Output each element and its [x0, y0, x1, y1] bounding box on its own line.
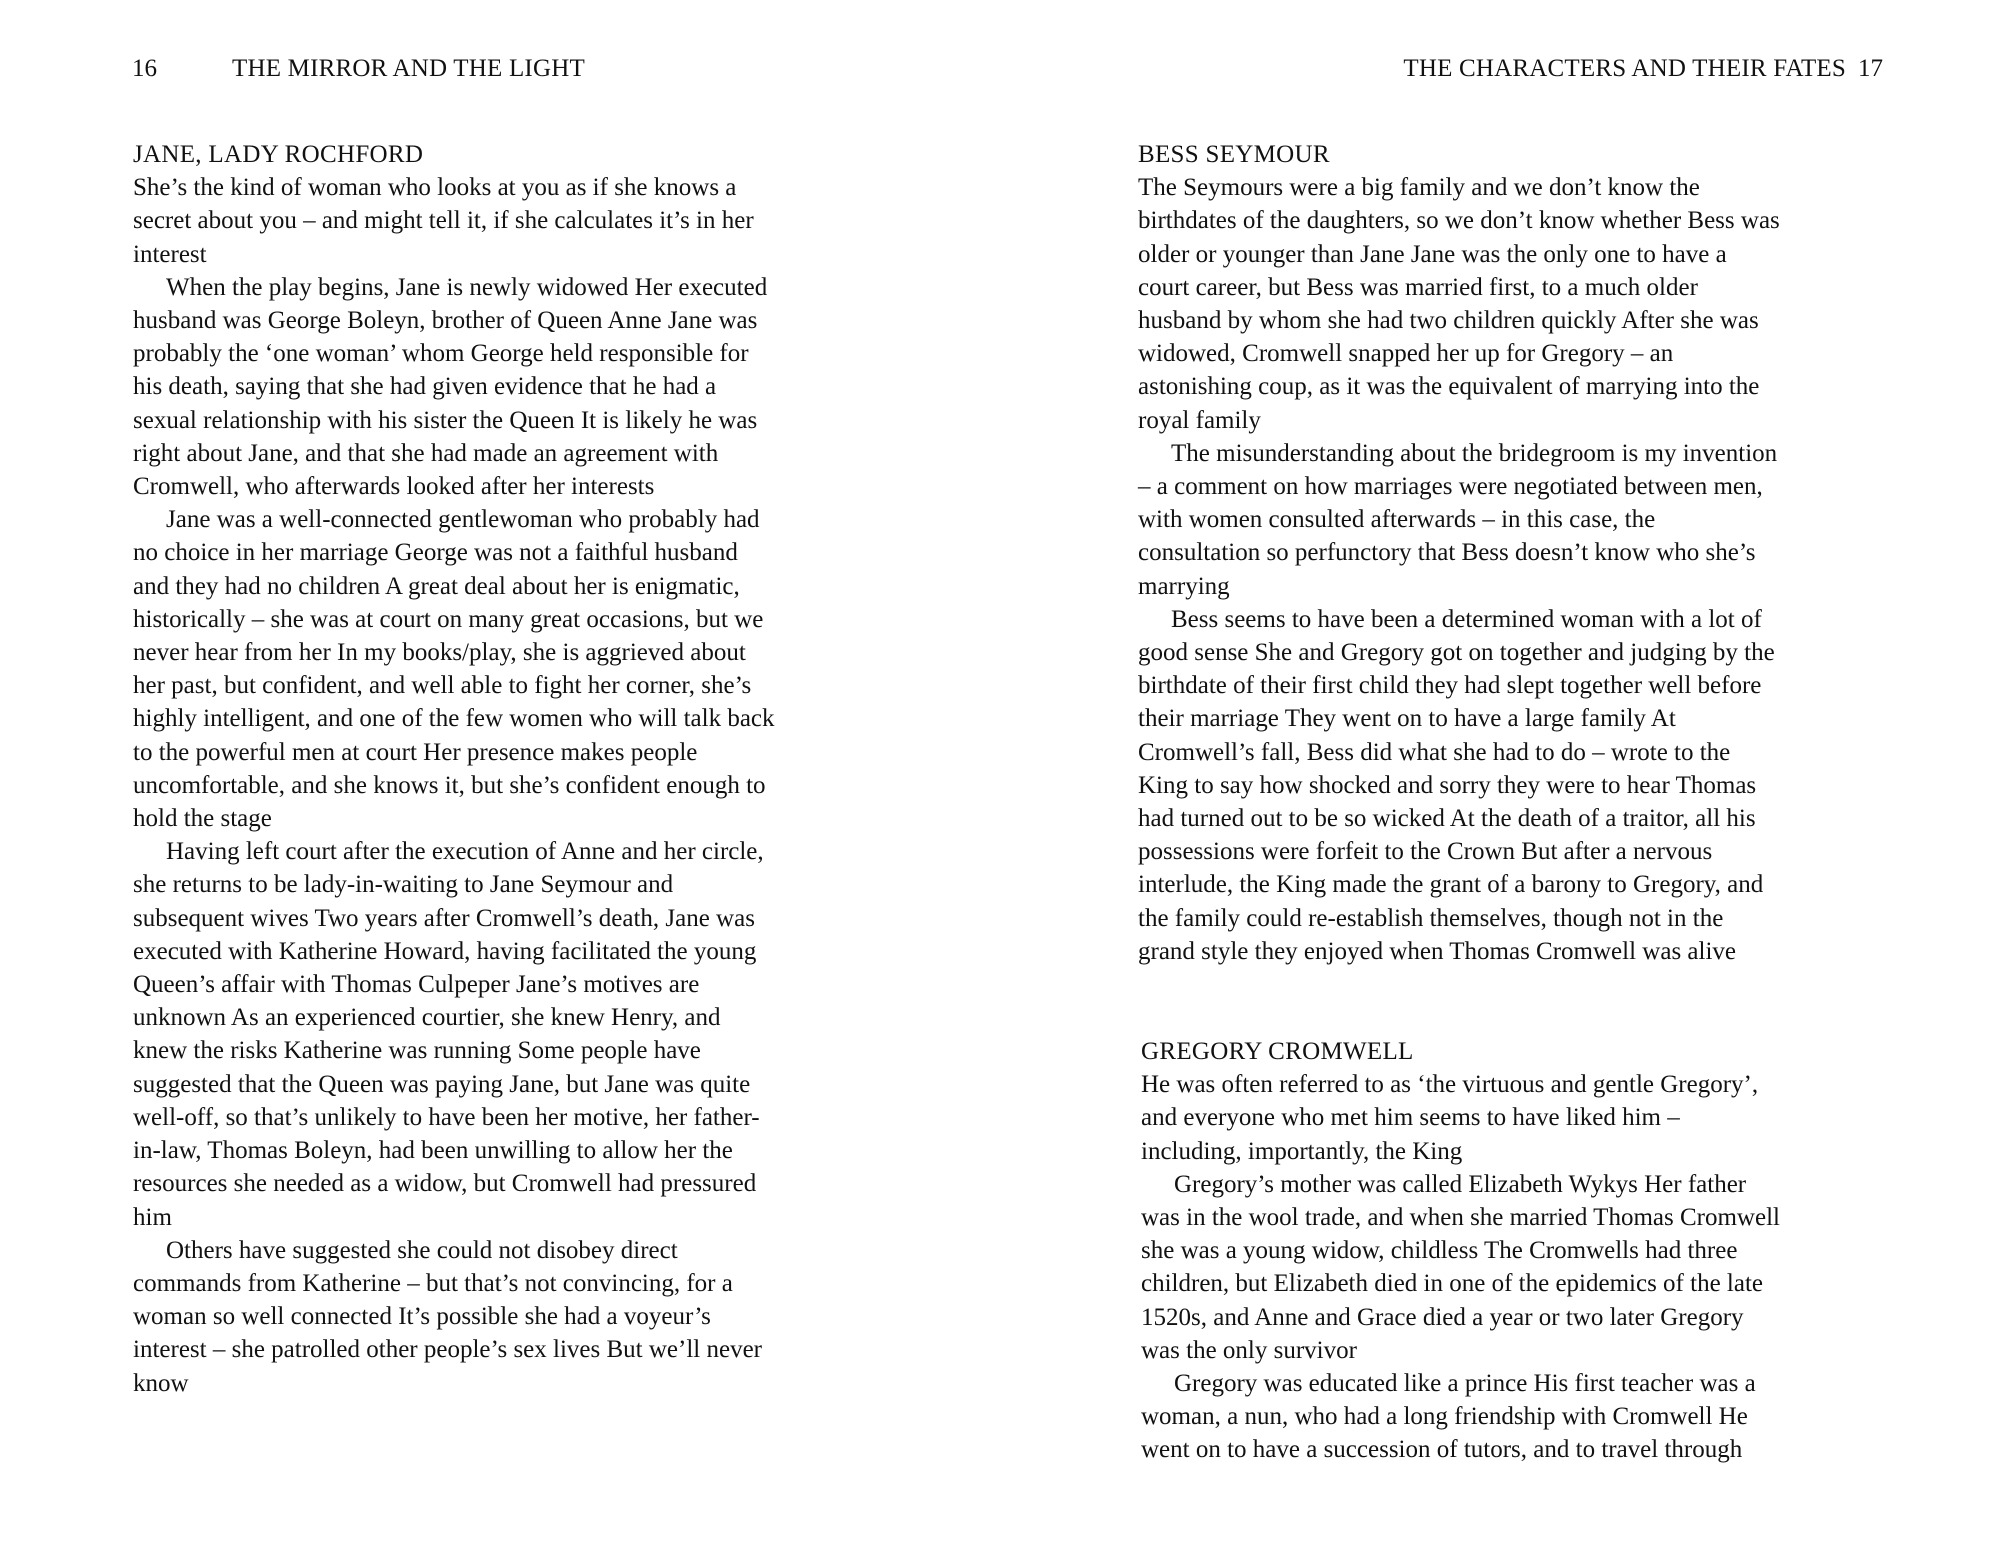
text-line: Jane was a well-connected gentlewoman who probably had	[166, 506, 760, 534]
text-line: she returns to be lady-in-waiting to Jane Seymour and	[133, 871, 674, 899]
text-line: The Seymours were a big family and we don’t know the	[1138, 174, 1700, 202]
text-line: Cromwell, who afterwards looked after her interests	[133, 473, 655, 501]
text-line: children, but Elizabeth died in one of the epidemics of the late	[1141, 1270, 1764, 1298]
text-line: in-law, Thomas Boleyn, had been unwilling to allow her the	[133, 1137, 733, 1165]
text-line: grand style they enjoyed when Thomas Cromwell was alive	[1138, 937, 1737, 965]
text-line: Gregory was educated like a prince His first teacher was a	[1174, 1370, 1756, 1398]
paragraph	[1138, 171, 1780, 437]
text-line: Bess seems to have been a determined woman with a lot of	[1171, 605, 1762, 633]
running-head: THE MIRROR AND THE LIGHT	[232, 55, 585, 82]
paragraph	[1141, 1068, 1780, 1168]
text-line: widowed, Cromwell snapped her up for Gregory – an	[1138, 340, 1674, 368]
section-heading: GREGORY CROMWELL	[1141, 1038, 1414, 1065]
paragraph	[1141, 1168, 1780, 1367]
text-line: He was often referred to as ‘the virtuous and gentle Gregory’,	[1141, 1071, 1759, 1099]
text-line: Cromwell’s fall, Bess did what she had to do – wrote to the	[1138, 738, 1731, 766]
text-line: possessions were forfeit to the Crown But after a nervous	[1138, 838, 1713, 866]
page-number: 17	[1858, 55, 1883, 82]
text-line: interest – she patrolled other people’s sex lives But we’ll never	[133, 1336, 762, 1364]
page-number: 16	[132, 55, 157, 82]
text-line: know	[133, 1369, 189, 1397]
text-line: suggested that the Queen was paying Jane, but Jane was quite	[133, 1070, 751, 1098]
text-line: including, importantly, the King	[1141, 1137, 1463, 1165]
text-line: right about Jane, and that she had made an agreement with	[133, 439, 719, 467]
text-line: older or younger than Jane Jane was the only one to have a	[1138, 240, 1727, 268]
text-line: and they had no children A great deal about her is enigmatic,	[133, 572, 740, 600]
text-line: Having left court after the execution of Anne and her circle,	[166, 838, 764, 866]
text-line: consultation so perfunctory that Bess doesn’t know who she’s	[1138, 539, 1756, 567]
section-gregory-cromwell	[1141, 1035, 1780, 1467]
text-line: She’s the kind of woman who looks at you as if she knows a	[133, 174, 737, 202]
text-line: good sense She and Gregory got on together and judging by the	[1138, 639, 1775, 667]
text-line: probably the ‘one woman’ whom George held responsible for	[133, 340, 749, 368]
text-line: 1520s, and Anne and Grace died a year or two later Gregory	[1141, 1303, 1744, 1331]
text-line: interlude, the King made the grant of a barony to Gregory, and	[1138, 871, 1764, 899]
text-line: secret about you – and might tell it, if she calculates it’s in her	[133, 207, 754, 235]
text-line: royal family	[1138, 406, 1261, 434]
text-line: executed with Katherine Howard, having facilitated the young	[133, 937, 757, 965]
text-line: Others have suggested she could not disobey direct	[166, 1236, 678, 1264]
text-line: Gregory’s mother was called Elizabeth Wykys Her father	[1174, 1170, 1747, 1198]
text-line: King to say how shocked and sorry they were to hear Thomas	[1138, 771, 1757, 799]
text-line: the family could re-establish themselves, though not in the	[1138, 904, 1724, 932]
text-line: resources she needed as a widow, but Cromwell had pressured	[133, 1170, 757, 1198]
text-line: hold the stage	[133, 805, 272, 833]
text-line: unknown As an experienced courtier, she knew Henry, and	[133, 1004, 721, 1032]
text-line: The misunderstanding about the bridegroom is my invention	[1171, 439, 1778, 467]
section-jane-lady-rochford	[133, 138, 775, 1400]
text-line: woman so well connected It’s possible she had a voyeur’s	[133, 1303, 711, 1331]
section-heading: BESS SEYMOUR	[1138, 141, 1330, 168]
text-line: and everyone who met him seems to have liked him –	[1141, 1104, 1680, 1132]
text-line: When the play begins, Jane is newly widowed Her executed	[166, 273, 768, 301]
paragraph	[133, 1234, 775, 1400]
text-line: Queen’s affair with Thomas Culpeper Jane’s motives are	[133, 971, 700, 999]
text-line: husband by whom she had two children quickly After she was	[1138, 307, 1759, 335]
section-heading: JANE, LADY ROCHFORD	[133, 141, 424, 168]
paragraph	[133, 271, 775, 503]
text-line: sexual relationship with his sister the Queen It is likely he was	[133, 406, 758, 434]
paragraph	[133, 503, 775, 835]
text-line: to the powerful men at court Her presence makes people	[133, 738, 698, 766]
text-line: had turned out to be so wicked At the death of a traitor, all his	[1138, 805, 1756, 833]
text-line: her past, but confident, and well able to fight her corner, she’s	[133, 672, 752, 700]
paragraph	[133, 171, 775, 271]
text-line: was in the wool trade, and when she married Thomas Cromwell	[1141, 1204, 1780, 1232]
section-bess-seymour	[1138, 138, 1780, 968]
text-line: historically – she was at court on many great occasions, but we	[133, 605, 764, 633]
text-line: astonishing coup, as it was the equivalent of marrying into the	[1138, 373, 1760, 401]
paragraph	[1141, 1367, 1780, 1467]
text-line: – a comment on how marriages were negotiated between men,	[1138, 473, 1763, 501]
text-line: birthdate of their first child they had slept together well before	[1138, 672, 1762, 700]
text-line: birthdates of the daughters, so we don’t know whether Bess was	[1138, 207, 1780, 235]
text-line: was the only survivor	[1141, 1336, 1357, 1364]
text-line: woman, a nun, who had a long friendship with Cromwell He	[1141, 1403, 1748, 1431]
text-line: him	[133, 1203, 172, 1231]
text-line: no choice in her marriage George was not a faithful husband	[133, 539, 738, 567]
paragraph	[1138, 437, 1780, 603]
text-line: well-off, so that’s unlikely to have been her motive, her father-	[133, 1103, 760, 1131]
text-line: highly intelligent, and one of the few women who will talk back	[133, 705, 775, 733]
text-line: subsequent wives Two years after Cromwell’s death, Jane was	[133, 904, 755, 932]
text-line: court career, but Bess was married first, to a much older	[1138, 273, 1698, 301]
text-line: with women consulted afterwards – in this case, the	[1138, 506, 1656, 534]
paragraph	[1138, 603, 1780, 968]
text-line: went on to have a succession of tutors, and to travel through	[1141, 1436, 1743, 1464]
right-page	[1000, 0, 2000, 1550]
paragraph	[133, 835, 775, 1233]
text-line: she was a young widow, childless The Cromwells had three	[1141, 1237, 1738, 1265]
text-line: marrying	[1138, 572, 1230, 600]
text-line: knew the risks Katherine was running Some people have	[133, 1037, 701, 1065]
text-line: their marriage They went on to have a large family At	[1138, 705, 1676, 733]
running-head: THE CHARACTERS AND THEIR FATES	[1403, 55, 1846, 82]
text-line: husband was George Boleyn, brother of Queen Anne Jane was	[133, 307, 758, 335]
text-line: his death, saying that she had given evidence that he had a	[133, 373, 717, 401]
text-line: interest	[133, 240, 207, 268]
text-line: commands from Katherine – but that’s not convincing, for a	[133, 1269, 733, 1297]
text-line: never hear from her In my books/play, she is aggrieved about	[133, 639, 746, 667]
text-line: uncomfortable, and she knows it, but she’s confident enough to	[133, 771, 766, 799]
